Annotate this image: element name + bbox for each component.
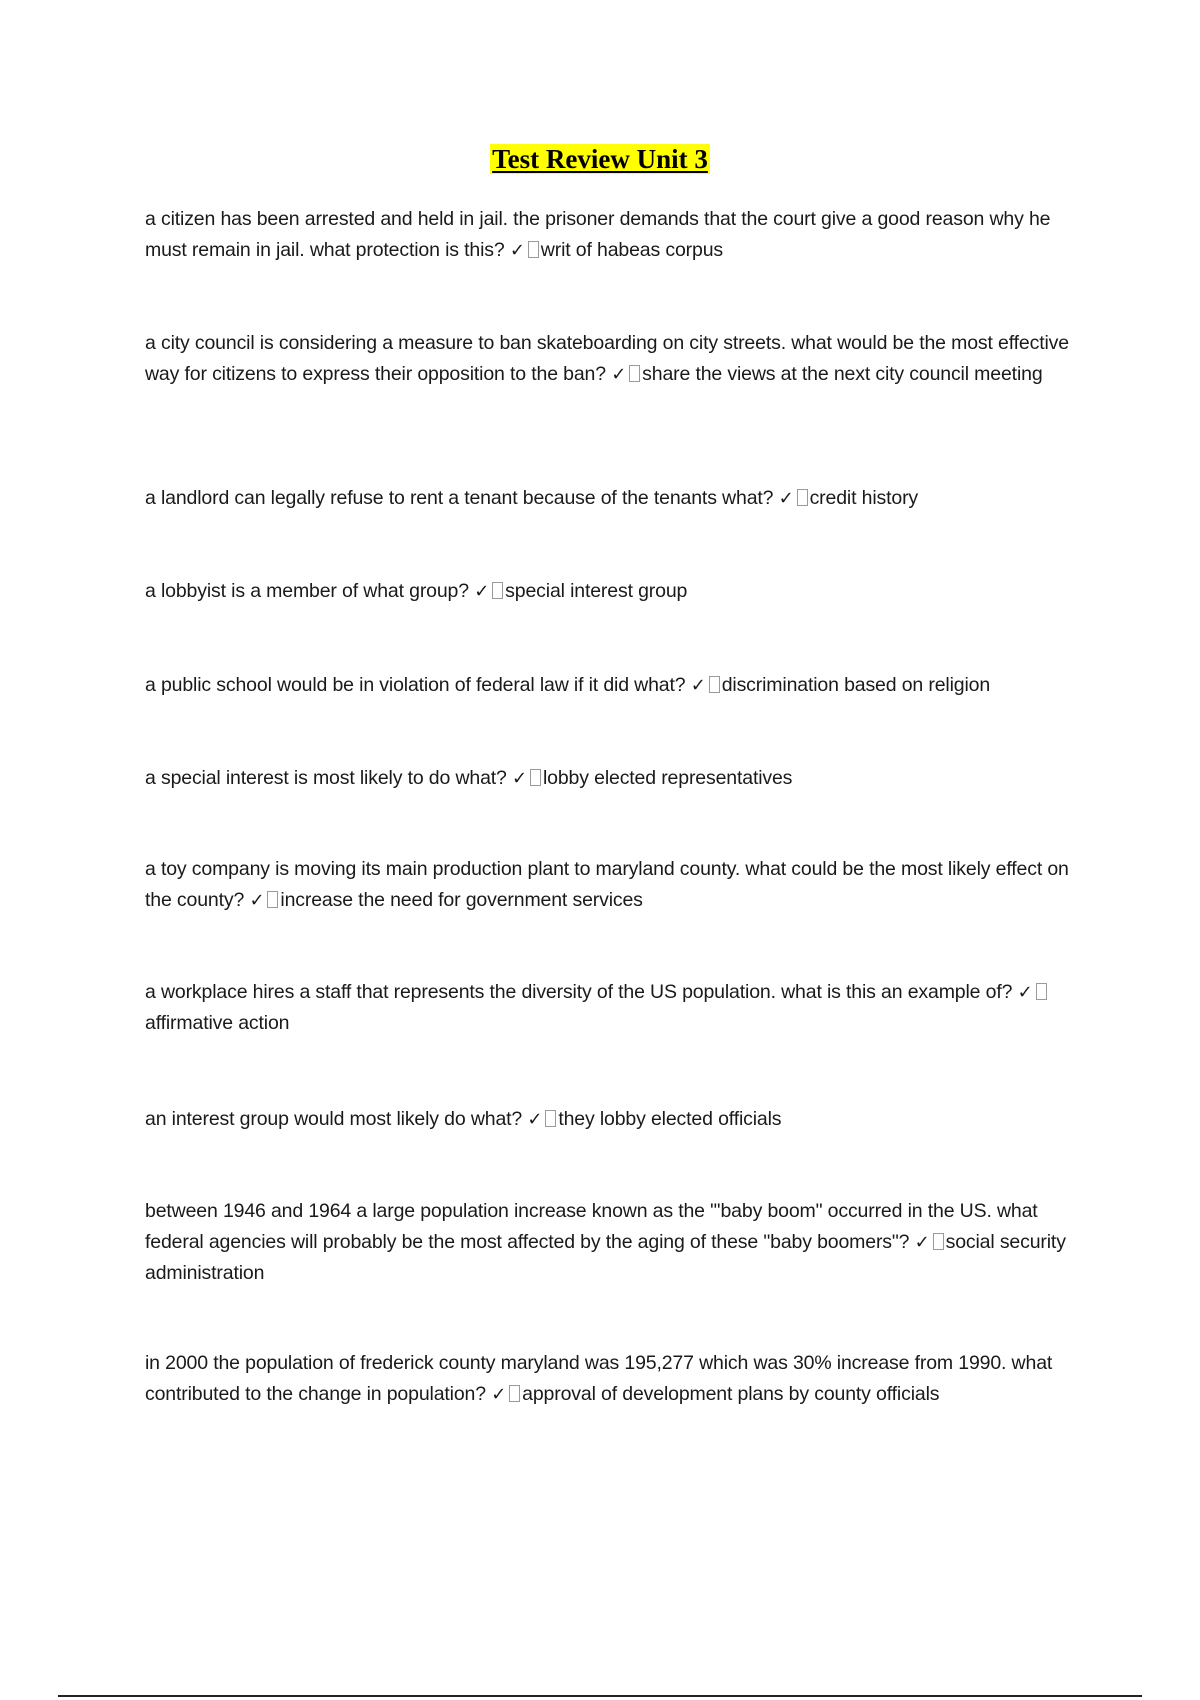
qa-item-4 [145,576,1085,607]
answer-text: discrimination based on religion [721,674,991,696]
check-icon: ✓ [509,240,525,261]
page-title: Test Review Unit 3 [492,144,708,174]
box-icon [530,769,541,786]
box-icon [509,1385,520,1402]
question-text: a toy company is moving its main production plant to maryland county. what could be the most likely effect on the county? [145,858,1069,911]
check-icon: ✓ [778,488,794,509]
qa-item-3 [145,483,1085,514]
box-icon [1036,983,1047,1000]
box-icon [709,676,720,693]
qa-item-1 [145,204,1085,266]
check-icon: ✓ [914,1232,930,1253]
qa-item-5 [145,670,1085,701]
answer-text: approval of development plans by county officials [522,1383,940,1405]
answer-text: increase the need for government services [280,889,643,911]
check-icon: ✓ [690,675,706,696]
question-text: a landlord can legally refuse to rent a tenant because of the tenants what? [145,487,774,509]
qa-item-6 [145,763,1085,794]
qa-item-8 [145,977,1085,1039]
answer-text: lobby elected representatives [542,767,793,789]
check-icon: ✓ [491,1384,507,1405]
box-icon [492,582,503,599]
question-text: a public school would be in violation of federal law if it did what? [145,674,686,696]
answer-text: special interest group [505,580,688,602]
footer-divider [58,1695,1142,1697]
question-text: an interest group would most likely do what? [145,1108,523,1130]
check-icon: ✓ [249,890,265,911]
qa-item-10 [145,1196,1085,1289]
check-icon: ✓ [527,1109,543,1130]
box-icon [629,365,640,382]
qa-item-2 [145,328,1085,390]
answer-text: affirmative action [145,1012,290,1034]
qa-item-7 [145,854,1085,916]
title-container [0,144,1200,174]
box-icon [267,891,278,908]
check-icon: ✓ [512,768,527,789]
qa-item-11 [145,1348,1085,1410]
question-text: a workplace hires a staff that represents the diversity of the US population. what is this an example of? [145,981,1013,1003]
check-icon: ✓ [1017,982,1033,1003]
box-icon [797,489,808,506]
question-text: a lobbyist is a member of what group? [145,580,469,602]
box-icon [528,241,539,258]
answer-text: credit history [809,487,919,509]
question-text: a citizen has been arrested and held in jail. the prisoner demands that the court give a good reason why he must remain in jail. what protection is this? [145,208,1051,261]
check-icon: ✓ [474,581,490,602]
question-text: a special interest is most likely to do what? [145,767,507,789]
qa-item-9 [145,1104,1085,1135]
question-text: a city council is considering a measure to ban skateboarding on city streets. what would be the most effective way for citizens to express their opposition to the ban? [145,332,1069,385]
box-icon [933,1233,944,1250]
question-text: in 2000 the population of frederick county maryland was 195,277 which was 30% increase from 1990. what contributed to the change in population? [145,1352,1053,1405]
answer-text: social security administration [145,1231,1066,1284]
question-text: between 1946 and 1964 a large population increase known as the "'baby boom" occurred in the US. what federal agencies will probably be the most affected by the aging of these "baby boomers"? [145,1200,1038,1253]
box-icon [545,1110,556,1127]
answer-text: share the views at the next city council meeting [642,363,1043,385]
check-icon: ✓ [611,364,627,385]
answer-text: writ of habeas corpus [540,239,723,261]
answer-text: they lobby elected officials [558,1108,782,1130]
